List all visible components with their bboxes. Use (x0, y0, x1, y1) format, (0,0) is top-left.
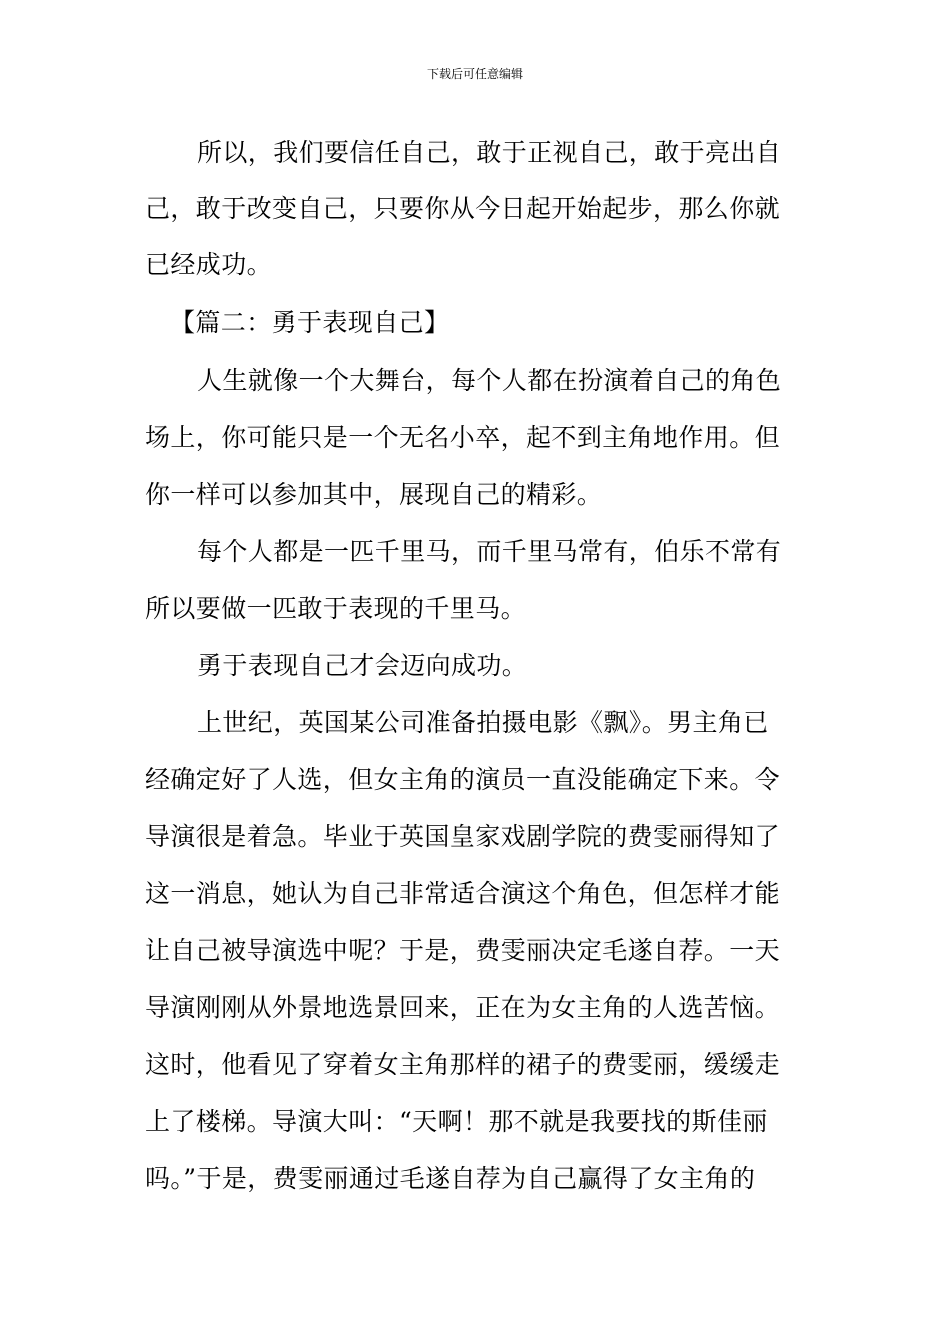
paragraph-line: 吗。”于是，费雯丽通过毛遂自荐为自己赢得了女主角的 (145, 1164, 756, 1193)
paragraph-line: 勇于表现自己才会迈向成功。 (197, 651, 528, 680)
paragraph-line: 导演刚刚从外景地选景回来，正在为女主角的人选苦恼。 (145, 993, 781, 1022)
paragraph-line: 已经成功。 (145, 250, 273, 279)
paragraph-line: 场上，你可能只是一个无名小卒，起不到主角地作用。但 (145, 423, 781, 452)
paragraph-line: 你一样可以参加其中，展现自己的精彩。 (145, 480, 603, 509)
paragraph-line: 每个人都是一匹千里马，而千里马常有，伯乐不常有 (197, 537, 782, 566)
paragraph-line: 所以，我们要信任自己，敢于正视自己，敢于亮出自 (197, 138, 782, 167)
paragraph-line: 上了楼梯。导演大叫：“天啊！那不就是我要找的斯佳丽 (145, 1107, 768, 1136)
paragraph-line: 上世纪，英国某公司准备拍摄电影《飘》。男主角已 (197, 708, 769, 737)
paragraph-line: 让自己被导演选中呢？于是，费雯丽决定毛遂自荐。一天 (145, 936, 781, 965)
page-header: 下载后可任意编辑 (426, 67, 523, 81)
paragraph-line: 所以要做一匹敢于表现的千里马。 (145, 594, 527, 623)
section-heading: 【篇二：勇于表现自己】 (170, 308, 450, 337)
paragraph-line: 导演很是着急。毕业于英国皇家戏剧学院的费雯丽得知了 (145, 822, 781, 851)
paragraph-line: 这一消息，她认为自己非常适合演这个角色，但怎样才能 (145, 879, 781, 908)
paragraph-line: 这时，他看见了穿着女主角那样的裙子的费雯丽，缓缓走 (145, 1050, 781, 1079)
paragraph-line: 己，敢于改变自己，只要你从今日起开始起步，那么你就 (145, 194, 781, 223)
paragraph-line: 人生就像一个大舞台，每个人都在扮演着自己的角色 (197, 366, 782, 395)
paragraph-line: 经确定好了人选，但女主角的演员一直没能确定下来。令 (145, 765, 781, 794)
